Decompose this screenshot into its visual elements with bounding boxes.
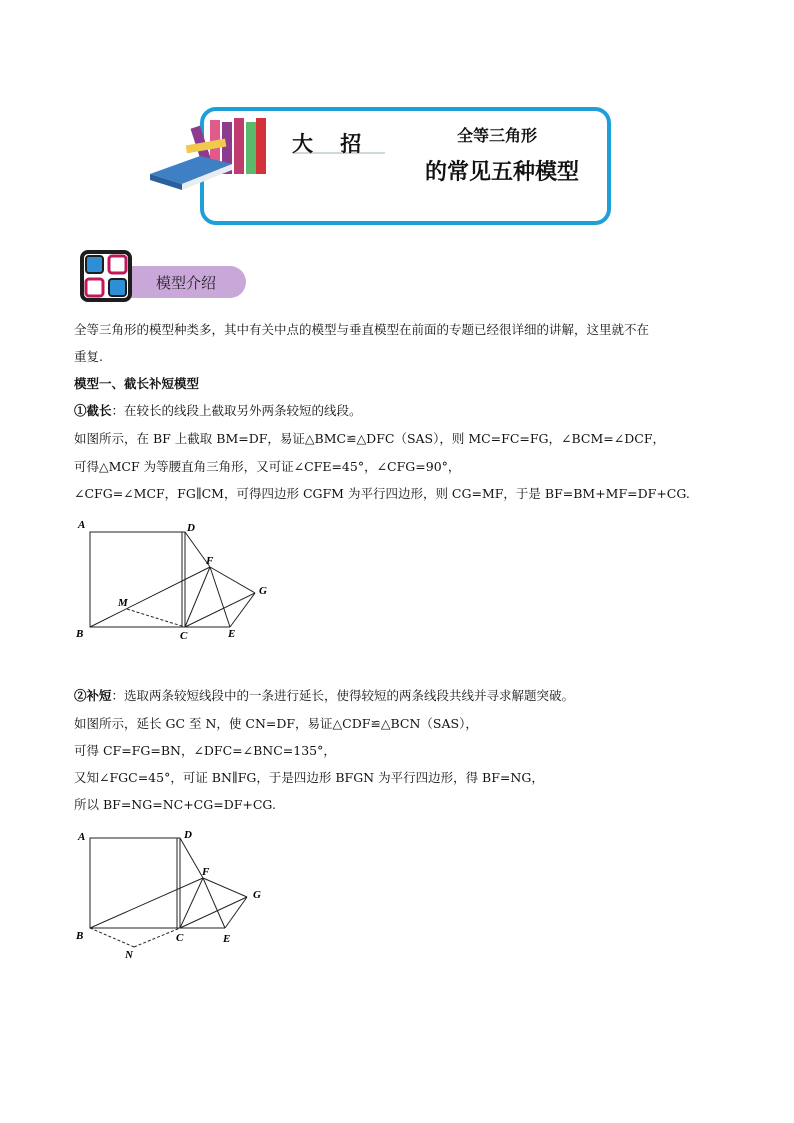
title-subtitle: 全等三角形	[457, 126, 538, 145]
fig2-label-N: N	[125, 949, 133, 961]
fig1-label-D: D	[187, 522, 195, 534]
fig1-label-C: C	[180, 630, 188, 642]
cut-line-2: 可得△MCF 为等腰直角三角形，又可证∠CFE=45°，∠CFG=90°，	[74, 459, 461, 474]
fill-line-4: 所以 BF=NG=NC+CG=DF+CG.	[74, 797, 276, 812]
fig1-label-E: E	[228, 628, 236, 640]
fill-intro	[74, 688, 574, 704]
fig2-label-E: E	[223, 933, 231, 945]
cut-line-1: 如图所示，在 BF 上截取 BM=DF，易证△BMC≌△DFC（SAS），则 MC=FC=FG，∠BCM=∠DCF，	[74, 431, 665, 446]
fig1-label-G: G	[259, 585, 267, 597]
fig2-label-D: D	[184, 829, 192, 841]
cut-desc: ：在较长的线段上截取另外两条较短的线段。	[111, 403, 362, 418]
fill-line-3: 又知∠FGC=45°，可证 BN∥FG，于是四边形 BFGN 为平行四边形，得 BF=NG，	[74, 770, 544, 785]
fill-desc: ：选取两条较短线段中的一条进行延长，使得较短的两条线段共线并寻求解题突破。	[111, 688, 575, 703]
intro-line-1: 全等三角形的模型种类多，其中有关中点的模型与垂直模型在前面的专题已经很详细的讲解，这里就不在	[74, 322, 650, 337]
figure-cut-diagram	[70, 515, 280, 645]
blocks-icon	[78, 248, 134, 304]
fill-line-1: 如图所示，延长 GC 至 N，使 CN=DF，易证△CDF≌△BCN（SAS），	[74, 716, 478, 731]
fig1-label-B: B	[76, 628, 84, 640]
model1-heading: 模型一、截长补短模型	[74, 376, 200, 391]
cut-line-3: ∠CFG=∠MCF，FG∥CM，可得四边形 CGFM 为平行四边形，则 CG=MF，于是 BF=BM+MF=DF+CG.	[74, 486, 690, 501]
cut-intro	[74, 403, 362, 419]
fig2-label-C: C	[176, 932, 184, 944]
fig1-label-A: A	[78, 519, 86, 531]
fill-line-2: 可得 CF=FG=BN，∠DFC=∠BNC=135°，	[74, 743, 336, 758]
fig2-label-B: B	[76, 930, 84, 942]
title-left: 大 招	[292, 131, 372, 156]
fig2-label-G: G	[253, 889, 261, 901]
title-main: 的常见五种模型	[425, 159, 580, 185]
books-icon	[146, 112, 276, 194]
intro-line-2: 重复.	[74, 349, 103, 364]
section-label: 模型介绍	[156, 274, 217, 292]
cut-label: ①截长	[74, 403, 112, 418]
fill-label: ②补短	[74, 688, 112, 703]
figure-fill-diagram	[70, 825, 280, 965]
fig1-label-M: M	[118, 597, 128, 609]
fig1-label-F: F	[206, 555, 214, 567]
fig2-label-A: A	[78, 831, 86, 843]
fig2-label-F: F	[202, 866, 210, 878]
